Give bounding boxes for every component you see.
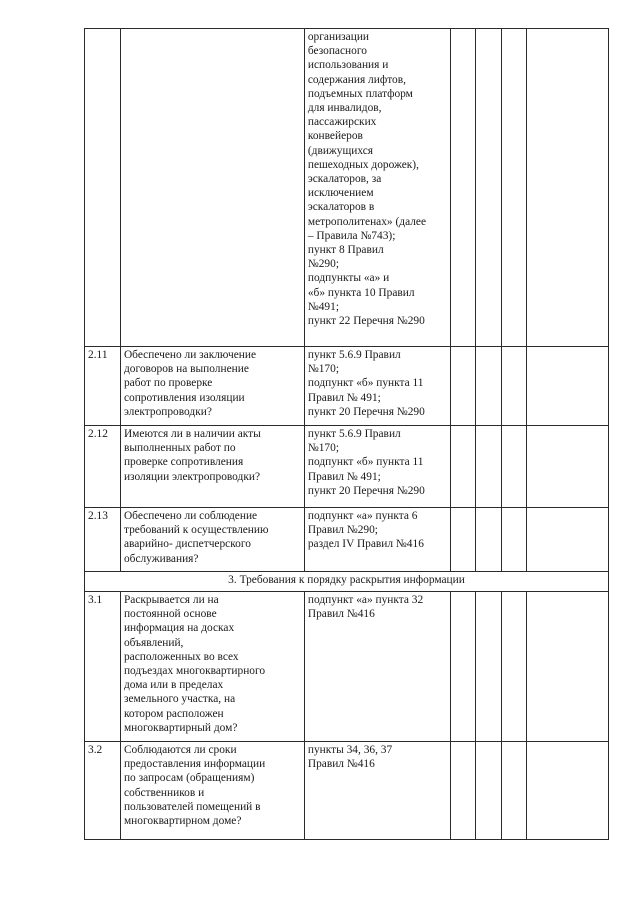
table-row	[85, 426, 609, 508]
blank-cell	[526, 426, 608, 508]
checklist-table	[84, 28, 609, 840]
blank-cell	[450, 426, 476, 508]
item-reference: организации безопасного использования и содержания лифтов, подъемных платформ для инвалидов, пассажирских конвейеров (движущихся пешеходных дорожек), эскалаторов, за исключением эскалаторов в метрополитенах» (далее – Правила №743); пункт 8 Правил №290; подпункты «а» и «б» пункта 10 Правил №491; пункт 22 Перечня №290	[304, 29, 450, 347]
item-reference: пункт 5.6.9 Правил №170; подпункт «б» пункта 11 Правил № 491; пункт 20 Перечня №290	[304, 426, 450, 508]
blank-cell	[502, 508, 527, 572]
table-row	[85, 347, 609, 426]
item-reference: пункты 34, 36, 37 Правил №416	[304, 742, 450, 840]
blank-cell	[450, 592, 476, 742]
item-reference: пункт 5.6.9 Правил №170; подпункт «б» пункта 11 Правил № 491; пункт 20 Перечня №290	[304, 347, 450, 426]
item-number: 2.12	[85, 426, 121, 508]
blank-cell	[526, 742, 608, 840]
blank-cell	[476, 426, 502, 508]
item-question: Имеются ли в наличии акты выполненных работ по проверке сопротивления изоляции электропроводки?	[120, 426, 304, 508]
item-number: 2.13	[85, 508, 121, 572]
item-number: 3.2	[85, 742, 121, 840]
item-number	[85, 29, 121, 347]
blank-cell	[476, 508, 502, 572]
blank-cell	[450, 29, 476, 347]
table-row	[85, 29, 609, 347]
blank-cell	[450, 347, 476, 426]
item-question: Обеспечено ли заключение договоров на выполнение работ по проверке сопротивления изоляции электропроводки?	[120, 347, 304, 426]
table-row	[85, 742, 609, 840]
blank-cell	[526, 592, 608, 742]
blank-cell	[476, 742, 502, 840]
table-row	[85, 592, 609, 742]
blank-cell	[450, 742, 476, 840]
section-heading: 3. Требования к порядку раскрытия информации	[85, 572, 609, 592]
blank-cell	[502, 347, 527, 426]
blank-cell	[502, 592, 527, 742]
section-row	[85, 572, 609, 592]
blank-cell	[476, 347, 502, 426]
item-question: Раскрывается ли на постоянной основе информация на досках объявлений, расположенных во всех подъездах многоквартирного дома или в пределах земельного участка, на котором расположен многоквартирный дом?	[120, 592, 304, 742]
item-question: Обеспечено ли соблюдение требований к осуществлению аварийно- диспетчерского обслуживания?	[120, 508, 304, 572]
blank-cell	[502, 426, 527, 508]
blank-cell	[476, 29, 502, 347]
item-number: 2.11	[85, 347, 121, 426]
item-reference: подпункт «а» пункта 6 Правил №290; раздел IV Правил №416	[304, 508, 450, 572]
table-row	[85, 508, 609, 572]
item-question	[120, 29, 304, 347]
blank-cell	[502, 742, 527, 840]
blank-cell	[502, 29, 527, 347]
item-number: 3.1	[85, 592, 121, 742]
blank-cell	[526, 508, 608, 572]
blank-cell	[526, 347, 608, 426]
item-question: Соблюдаются ли сроки предоставления информации по запросам (обращениям) собственников и пользователей помещений в многоквартирном доме?	[120, 742, 304, 840]
blank-cell	[476, 592, 502, 742]
item-reference: подпункт «а» пункта 32 Правил №416	[304, 592, 450, 742]
blank-cell	[450, 508, 476, 572]
blank-cell	[526, 29, 608, 347]
